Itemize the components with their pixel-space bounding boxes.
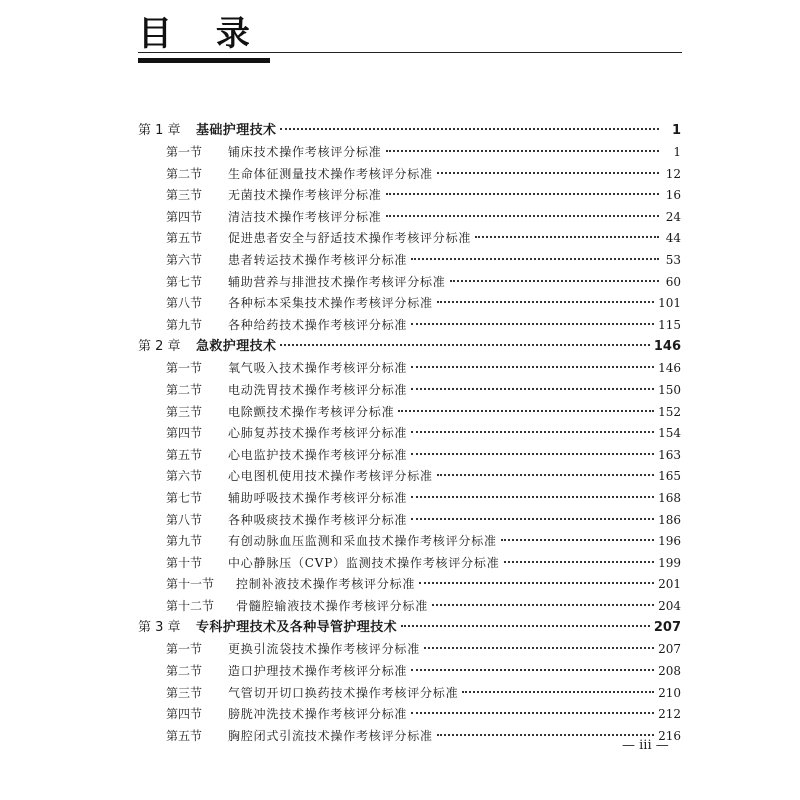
section-number: 第二节 bbox=[166, 166, 203, 181]
page-number: 60 bbox=[665, 274, 681, 289]
dot-leader bbox=[504, 561, 655, 563]
section-title: 胸腔闭式引流技术操作考核评分标准 bbox=[228, 728, 433, 743]
section-title: 膀胱冲洗技术操作考核评分标准 bbox=[228, 707, 408, 722]
section-title: 生命体征测量技术操作考核评分标准 bbox=[228, 166, 433, 181]
toc-section-row bbox=[138, 164, 681, 186]
dot-leader bbox=[411, 496, 654, 498]
dot-leader bbox=[411, 453, 654, 455]
dot-leader bbox=[450, 280, 659, 282]
section-title: 辅助营养与排泄技术操作考核评分标准 bbox=[228, 274, 446, 289]
section-title: 各种给药技术操作考核评分标准 bbox=[228, 317, 408, 332]
dot-leader bbox=[280, 344, 649, 346]
page-number: 204 bbox=[658, 598, 681, 613]
toc-section-row bbox=[138, 445, 681, 467]
section-title: 辅助呼吸技术操作考核评分标准 bbox=[228, 490, 408, 505]
toc-section-row bbox=[138, 574, 681, 596]
section-title: 铺床技术操作考核评分标准 bbox=[228, 145, 382, 159]
section-title: 各种吸痰技术操作考核评分标准 bbox=[228, 512, 408, 527]
page-number: 115 bbox=[658, 317, 681, 332]
toc-chapter-row bbox=[138, 336, 681, 358]
section-title: 氧气吸入技术操作考核评分标准 bbox=[228, 361, 408, 376]
section-number: 第九节 bbox=[166, 534, 203, 549]
toc-section-row bbox=[138, 531, 681, 553]
page-number: 216 bbox=[658, 728, 681, 743]
dot-leader bbox=[386, 150, 659, 152]
page-number: 154 bbox=[658, 426, 681, 441]
page-number: 165 bbox=[658, 469, 681, 484]
toc-section-row bbox=[138, 596, 681, 618]
page-number: 101 bbox=[658, 296, 681, 311]
toc-section-row bbox=[138, 250, 681, 272]
page-number: 146 bbox=[658, 361, 681, 376]
dot-leader bbox=[437, 734, 654, 736]
page-number: 168 bbox=[658, 490, 681, 505]
section-title: 清洁技术操作考核评分标准 bbox=[228, 209, 382, 224]
section-number: 第八节 bbox=[166, 296, 203, 311]
page-number: 150 bbox=[658, 382, 681, 397]
section-title: 心肺复苏技术操作考核评分标准 bbox=[228, 426, 408, 441]
page-number-footer: — iii — bbox=[622, 738, 669, 753]
section-number: 第三节 bbox=[166, 404, 203, 419]
dot-leader bbox=[411, 712, 654, 714]
dot-leader bbox=[411, 669, 654, 671]
section-number: 第五节 bbox=[166, 447, 203, 462]
section-number: 第二节 bbox=[166, 382, 203, 397]
toc-section-row bbox=[138, 358, 681, 380]
page-title: 目 录 bbox=[138, 14, 266, 54]
chapter-title: 专科护理技术及各种导管护理技术 bbox=[196, 620, 398, 636]
dot-leader bbox=[386, 215, 659, 217]
section-number: 第九节 bbox=[166, 317, 203, 332]
page-number: 201 bbox=[658, 577, 681, 592]
section-number: 第一节 bbox=[166, 642, 203, 657]
section-title: 各种标本采集技术操作考核评分标准 bbox=[228, 296, 433, 311]
section-number: 第五节 bbox=[166, 728, 203, 743]
page-number: 152 bbox=[658, 404, 681, 419]
page-number: 53 bbox=[665, 252, 681, 267]
section-title: 患者转运技术操作考核评分标准 bbox=[228, 252, 408, 267]
page-number: 24 bbox=[665, 209, 681, 224]
chapter-number: 第 3 章 bbox=[138, 620, 181, 636]
section-title: 无菌技术操作考核评分标准 bbox=[228, 188, 382, 203]
page-number: 1 bbox=[673, 145, 681, 159]
section-title: 电除颤技术操作考核评分标准 bbox=[228, 404, 395, 419]
page-title-block bbox=[138, 14, 270, 63]
dot-leader bbox=[411, 518, 654, 520]
dot-leader bbox=[432, 604, 654, 606]
toc-section-row bbox=[138, 661, 681, 683]
section-title: 心电监护技术操作考核评分标准 bbox=[228, 447, 408, 462]
section-number: 第六节 bbox=[166, 252, 203, 267]
section-number: 第六节 bbox=[166, 469, 203, 484]
page-number: 207 bbox=[658, 642, 681, 657]
page-number: 208 bbox=[658, 664, 681, 679]
toc-section-row bbox=[138, 510, 681, 532]
section-number: 第一节 bbox=[166, 361, 203, 376]
dot-leader bbox=[437, 301, 654, 303]
toc-section-row bbox=[138, 488, 681, 510]
toc-section-row bbox=[138, 423, 681, 445]
section-title: 造口护理技术操作考核评分标准 bbox=[228, 664, 408, 679]
dot-leader bbox=[437, 172, 659, 174]
table-of-contents bbox=[138, 120, 681, 747]
chapter-title: 急救护理技术 bbox=[196, 339, 277, 355]
dot-leader bbox=[437, 474, 654, 476]
section-number: 第七节 bbox=[166, 490, 203, 505]
section-number: 第四节 bbox=[166, 426, 203, 441]
toc-section-row bbox=[138, 466, 681, 488]
dot-leader bbox=[501, 539, 654, 541]
page-number: 163 bbox=[658, 447, 681, 462]
section-title: 电动洗胃技术操作考核评分标准 bbox=[228, 382, 408, 397]
section-number: 第二节 bbox=[166, 664, 203, 679]
toc-section-row bbox=[138, 726, 681, 748]
section-number: 第三节 bbox=[166, 188, 203, 203]
dot-leader bbox=[411, 366, 654, 368]
section-number: 第四节 bbox=[166, 707, 203, 722]
toc-section-row bbox=[138, 704, 681, 726]
dot-leader bbox=[462, 691, 654, 693]
section-title: 心电图机使用技术操作考核评分标准 bbox=[228, 469, 433, 484]
page-number: 44 bbox=[665, 231, 681, 246]
section-number: 第十二节 bbox=[166, 598, 215, 613]
toc-section-row bbox=[138, 683, 681, 705]
section-number: 第八节 bbox=[166, 512, 203, 527]
toc-chapter-row bbox=[138, 617, 681, 639]
section-title: 气管切开切口换药技术操作考核评分标准 bbox=[228, 685, 459, 700]
dot-leader bbox=[419, 582, 654, 584]
title-rule bbox=[138, 52, 682, 53]
section-number: 第七节 bbox=[166, 274, 203, 289]
page-number: 199 bbox=[658, 555, 681, 570]
dot-leader bbox=[386, 193, 659, 195]
section-number: 第五节 bbox=[166, 231, 203, 246]
toc-section-row bbox=[138, 272, 681, 294]
dot-leader bbox=[424, 647, 654, 649]
page-number: 16 bbox=[665, 188, 681, 203]
section-number: 第十一节 bbox=[166, 577, 215, 592]
section-title: 促进患者安全与舒适技术操作考核评分标准 bbox=[228, 231, 472, 246]
toc-section-row bbox=[138, 553, 681, 575]
section-title: 更换引流袋技术操作考核评分标准 bbox=[228, 642, 421, 657]
toc-section-row bbox=[138, 402, 681, 424]
dot-leader bbox=[411, 323, 654, 325]
toc-section-row bbox=[138, 380, 681, 402]
page-number: 146 bbox=[653, 339, 681, 355]
toc-section-row bbox=[138, 293, 681, 315]
section-number: 第一节 bbox=[166, 145, 203, 159]
toc-section-row bbox=[138, 142, 681, 164]
page-number: 186 bbox=[658, 512, 681, 527]
toc-section-row bbox=[138, 639, 681, 661]
section-title: 中心静脉压（CVP）监测技术操作考核评分标准 bbox=[228, 555, 500, 570]
page-number: 12 bbox=[665, 166, 681, 181]
section-number: 第四节 bbox=[166, 209, 203, 224]
section-title: 有创动脉血压监测和采血技术操作考核评分标准 bbox=[228, 534, 497, 549]
section-number: 第十节 bbox=[166, 555, 203, 570]
section-title: 控制补液技术操作考核评分标准 bbox=[236, 577, 416, 592]
page-number: 196 bbox=[658, 534, 681, 549]
dot-leader bbox=[475, 236, 659, 238]
chapter-number: 第 2 章 bbox=[138, 339, 181, 355]
dot-leader bbox=[411, 431, 654, 433]
page-number: 212 bbox=[658, 707, 681, 722]
dot-leader bbox=[398, 410, 654, 412]
toc-section-row bbox=[138, 185, 681, 207]
chapter-title: 基础护理技术 bbox=[196, 123, 277, 138]
dot-leader bbox=[411, 388, 654, 390]
title-underline-box bbox=[138, 14, 270, 63]
section-number: 第三节 bbox=[166, 685, 203, 700]
toc-section-row bbox=[138, 315, 681, 337]
dot-leader bbox=[411, 258, 659, 260]
page-number: 1 bbox=[671, 123, 681, 138]
dot-leader bbox=[280, 128, 659, 130]
toc-section-row bbox=[138, 228, 681, 250]
page-number: 210 bbox=[658, 685, 681, 700]
toc-section-row bbox=[138, 207, 681, 229]
chapter-number: 第 1 章 bbox=[138, 123, 181, 138]
dot-leader bbox=[401, 625, 650, 627]
page-number: 207 bbox=[653, 620, 681, 636]
section-title: 骨髓腔输液技术操作考核评分标准 bbox=[236, 598, 429, 613]
toc-chapter-row bbox=[138, 120, 681, 142]
